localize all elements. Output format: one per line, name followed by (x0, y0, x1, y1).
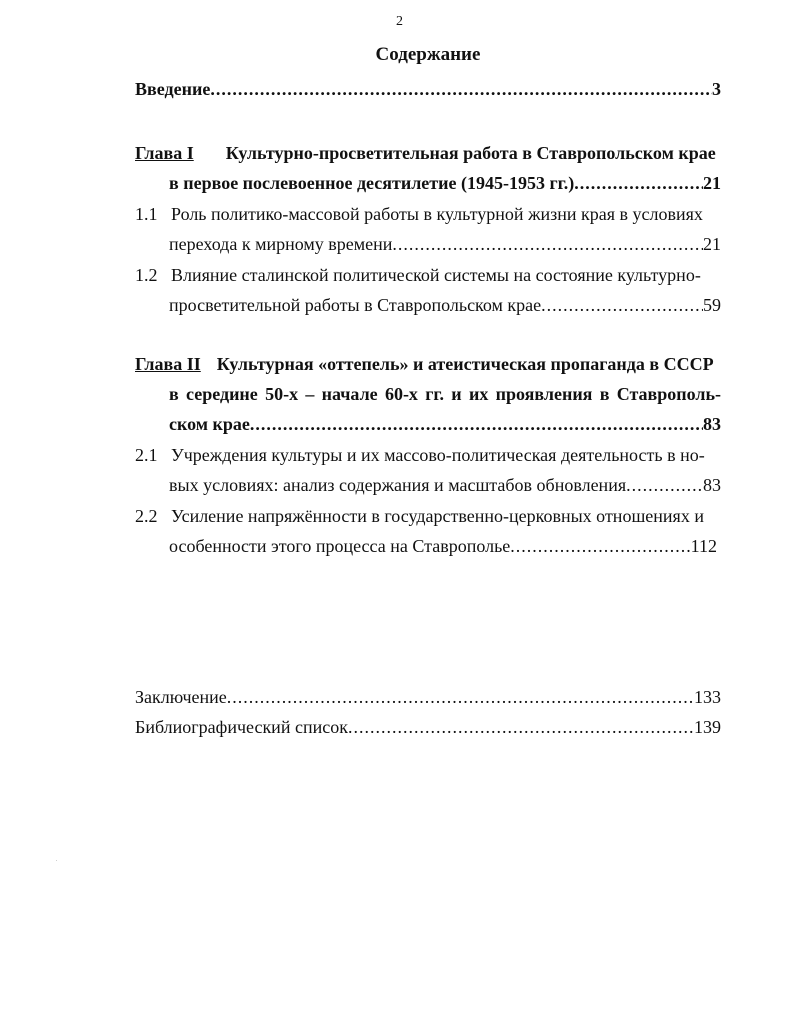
leader-dots (227, 686, 694, 708)
section-title-line: перехода к мирному времени (169, 234, 393, 254)
toc-page: 21 (703, 234, 721, 254)
chapter-title-line: Культурная «оттепель» и атеистическая пропаганда в СССР (216, 354, 714, 374)
leader-dots (250, 413, 703, 435)
toc-page: 83 (703, 475, 721, 495)
chapter-title-line: ском крае (169, 414, 250, 434)
toc-chapter-2-title-cont: в середине 50-х – начале 60-х гг. и их проявления в Ставрополь- (169, 384, 721, 404)
toc-page: 139 (694, 717, 721, 737)
toc-page: 21 (703, 173, 721, 193)
section-title-line: Влияние сталинской политической системы на состояние культурно- (171, 265, 701, 285)
leader-dots (626, 474, 703, 496)
toc-section-2-1-cont (169, 474, 721, 496)
section-title-line: просветительной работы в Ставропольском крае (169, 295, 542, 315)
toc-chapter-2-heading (135, 353, 721, 375)
toc-chapter-1-heading (135, 142, 721, 164)
chapter-title-line: Культурно-просветительная работа в Ставропольском крае (225, 143, 716, 163)
toc-page: 133 (694, 687, 721, 707)
toc-page: 3 (712, 79, 721, 99)
toc-section-1-2 (135, 264, 721, 286)
section-number: 1.2 (135, 265, 158, 285)
toc-entry-introduction (135, 78, 721, 100)
section-title-line: Усиление напряжённости в государственно-церковных отношениях и (171, 506, 704, 526)
section-number: 1.1 (135, 204, 158, 224)
leader-dots (210, 78, 712, 100)
toc-entry-conclusion (135, 686, 721, 708)
toc-page: 112 (690, 536, 717, 556)
leader-dots (392, 233, 703, 255)
leader-dots (541, 294, 703, 316)
section-title-line: вых условиях: анализ содержания и масштабов обновления (169, 475, 627, 495)
toc-page: 59 (703, 295, 721, 315)
page-number: 2 (396, 14, 403, 29)
chapter-label: Глава I (135, 143, 194, 163)
toc-page: 83 (703, 414, 721, 434)
toc-label: Заключение (135, 687, 227, 707)
chapter-title-line: в первое послевоенное десятилетие (1945-1953 гг.) (169, 173, 575, 193)
section-title-line: Учреждения культуры и их массово-политическая деятельность в но- (171, 445, 705, 465)
section-number: 2.1 (135, 445, 158, 465)
section-number: 2.2 (135, 506, 158, 526)
section-title-line: Роль политико-массовой работы в культурной жизни края в условиях (171, 204, 703, 224)
toc-label: Библиографический список (135, 717, 348, 737)
toc-chapter-2-title-end (169, 413, 721, 435)
leader-dots (574, 172, 703, 194)
page-title: Содержание (375, 44, 481, 65)
toc-chapter-1-title-cont (169, 172, 721, 194)
toc-label: Введение (135, 79, 211, 99)
section-title-line: особенности этого процесса на Ставрополье (169, 536, 511, 556)
leader-dots (510, 535, 690, 557)
toc-section-1-1 (135, 203, 721, 225)
chapter-label: Глава II (135, 354, 201, 374)
toc-entry-bibliography (135, 716, 721, 738)
toc-section-2-2-cont (169, 535, 717, 557)
toc-section-1-1-cont (169, 233, 721, 255)
leader-dots (348, 716, 694, 738)
scan-speck (56, 860, 57, 861)
toc-section-2-2 (135, 505, 721, 527)
toc-section-2-1 (135, 444, 721, 466)
toc-section-1-2-cont (169, 294, 721, 316)
